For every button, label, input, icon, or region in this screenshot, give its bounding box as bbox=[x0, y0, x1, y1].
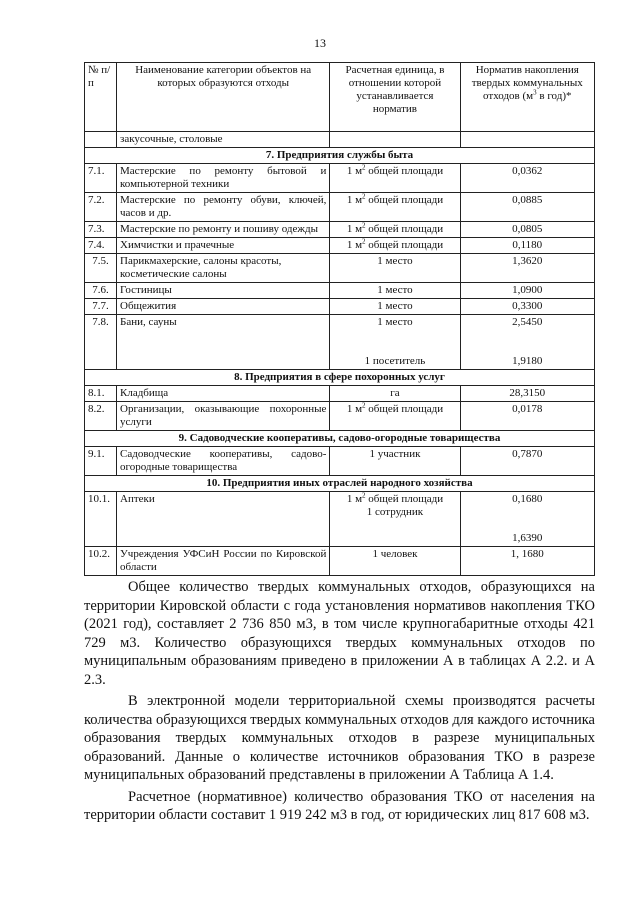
row-norm: 0,0178 bbox=[460, 402, 594, 431]
header-name: Наименование категории объектов на которых образуются отходы bbox=[117, 63, 330, 132]
section-row-8 bbox=[85, 370, 595, 386]
table-row bbox=[85, 299, 595, 315]
table-row bbox=[85, 547, 595, 576]
section-title: 10. Предприятия иных отраслей народного хозяйства bbox=[85, 476, 595, 492]
header-norm: Норматив накопления твердых коммунальных отходов ($м^3$ в год)* bbox=[460, 63, 594, 132]
row-norm-secondary: 1,6390 bbox=[512, 532, 543, 544]
table-row bbox=[85, 238, 595, 254]
table-row bbox=[85, 447, 595, 476]
row-norm bbox=[460, 492, 594, 547]
table-row bbox=[85, 386, 595, 402]
row-num: 7.1. bbox=[85, 164, 117, 193]
row-unit: 1 место bbox=[330, 283, 460, 299]
continuation-text: закусочные, столовые bbox=[117, 132, 330, 148]
row-norm: 1,3620 bbox=[460, 254, 594, 283]
section-row-10 bbox=[85, 476, 595, 492]
row-norm: 0,1180 bbox=[460, 238, 594, 254]
row-unit: 1 место bbox=[330, 254, 460, 283]
table-row bbox=[85, 193, 595, 222]
row-unit bbox=[330, 315, 460, 370]
section-title: 8. Предприятия в сфере похоронных услуг bbox=[85, 370, 595, 386]
row-norm: 0,7870 bbox=[460, 447, 594, 476]
table-row bbox=[85, 402, 595, 431]
row-num: 8.2. bbox=[85, 402, 117, 431]
table-header-row bbox=[85, 63, 595, 132]
row-unit: 1 $м^2$ общей площади bbox=[330, 193, 460, 222]
row-num: 10.1. bbox=[85, 492, 117, 547]
body-text bbox=[84, 578, 595, 828]
row-norm: 0,0885 bbox=[460, 193, 594, 222]
row-unit-primary: 1 место bbox=[377, 316, 413, 328]
row-norm: 1,0900 bbox=[460, 283, 594, 299]
table-row-continuation bbox=[85, 132, 595, 148]
page-number: 13 bbox=[314, 36, 326, 50]
section-row-7 bbox=[85, 148, 595, 164]
row-name: Организации, оказывающие похоронные услуги bbox=[117, 402, 330, 431]
row-unit: га bbox=[330, 386, 460, 402]
paragraph: Расчетное (нормативное) количество образования ТКО от населения на территории области составит 1 919 242 м3 в год, от юридических лиц 817 608 м3. bbox=[84, 788, 595, 823]
table-row bbox=[85, 222, 595, 238]
row-unit-secondary: 1 посетитель bbox=[364, 355, 426, 367]
header-unit: Расчетная единица, в отношении которой устанавливается норматив bbox=[330, 63, 460, 132]
row-unit bbox=[330, 492, 460, 547]
row-unit: 1 $м^2$ общей площади bbox=[330, 238, 460, 254]
row-name: Мастерские по ремонту и пошиву одежды bbox=[117, 222, 330, 238]
row-norm bbox=[460, 315, 594, 370]
table-row bbox=[85, 315, 595, 370]
row-num: 7.2. bbox=[85, 193, 117, 222]
row-num: 7.4. bbox=[85, 238, 117, 254]
row-num: 7.8. bbox=[85, 315, 117, 370]
section-row-9 bbox=[85, 431, 595, 447]
norms-table bbox=[84, 62, 595, 576]
row-num: 8.1. bbox=[85, 386, 117, 402]
row-name: Учреждения УФСиН России по Кировской области bbox=[117, 547, 330, 576]
row-unit-primary: 1 $м^2$ общей площади bbox=[346, 491, 444, 505]
row-name: Мастерские по ремонту обуви, ключей, часов и др. bbox=[117, 193, 330, 222]
row-unit: 1 человек bbox=[330, 547, 460, 576]
row-num: 7.7. bbox=[85, 299, 117, 315]
section-title: 7. Предприятия службы быта bbox=[85, 148, 595, 164]
table-row bbox=[85, 254, 595, 283]
row-name: Кладбища bbox=[117, 386, 330, 402]
row-norm: 28,3150 bbox=[460, 386, 594, 402]
row-unit: 1 участник bbox=[330, 447, 460, 476]
row-norm-primary: 2,5450 bbox=[512, 316, 543, 328]
table-row bbox=[85, 164, 595, 193]
row-name: Аптеки bbox=[117, 492, 330, 547]
row-norm: 0,3300 bbox=[460, 299, 594, 315]
row-num: 7.6. bbox=[85, 283, 117, 299]
row-unit: 1 $м^2$ общей площади bbox=[330, 222, 460, 238]
row-norm: 1, 1680 bbox=[460, 547, 594, 576]
row-unit-secondary: 1 сотрудник bbox=[366, 506, 424, 518]
row-name: Парикмахерские, салоны красоты, косметические салоны bbox=[117, 254, 330, 283]
row-num: 7.5. bbox=[85, 254, 117, 283]
row-unit: 1 $м^2$ общей площади bbox=[330, 402, 460, 431]
row-norm-secondary: 1,9180 bbox=[512, 355, 543, 367]
row-name: Химчистки и прачечные bbox=[117, 238, 330, 254]
row-name: Бани, сауны bbox=[117, 315, 330, 370]
table-row bbox=[85, 492, 595, 547]
row-name: Мастерские по ремонту бытовой и компьютерной техники bbox=[117, 164, 330, 193]
row-name: Гостиницы bbox=[117, 283, 330, 299]
paragraph: В электронной модели территориальной схемы производятся расчеты количества образующихся твердых коммунальных отходов для каждого источника образования твердых коммунальных отходов в разрезе муниципальных образований. Данные о количестве источников образования ТКО в разрезе муниципальных образований представлены в приложении А Таблица А 1.4. bbox=[84, 693, 595, 783]
row-num: 9.1. bbox=[85, 447, 117, 476]
row-unit: 1 место bbox=[330, 299, 460, 315]
row-name: Общежития bbox=[117, 299, 330, 315]
row-norm: 0,0805 bbox=[460, 222, 594, 238]
row-num: 10.2. bbox=[85, 547, 117, 576]
section-title: 9. Садоводческие кооперативы, садово-огородные товарищества bbox=[85, 431, 595, 447]
table-row bbox=[85, 283, 595, 299]
row-unit: 1 $м^2$ общей площади bbox=[330, 164, 460, 193]
row-name: Садоводческие кооперативы, садово-огородные товарищества bbox=[117, 447, 330, 476]
header-num: № п/п bbox=[85, 63, 117, 132]
paragraph: Общее количество твердых коммунальных отходов, образующихся на территории Кировской области с года установления нормативов накопления ТКО (2021 год), составляет 2 736 850 м3, в том числе крупногабаритные отходы 421 729 м3. Количество образующихся твердых коммунальных отходов по муниципальным образованиям приведено в приложении А в таблицах А 2.2. и А 2.3. bbox=[84, 579, 595, 688]
row-norm: 0,0362 bbox=[460, 164, 594, 193]
row-norm-primary: 0,1680 bbox=[512, 493, 543, 505]
row-num: 7.3. bbox=[85, 222, 117, 238]
